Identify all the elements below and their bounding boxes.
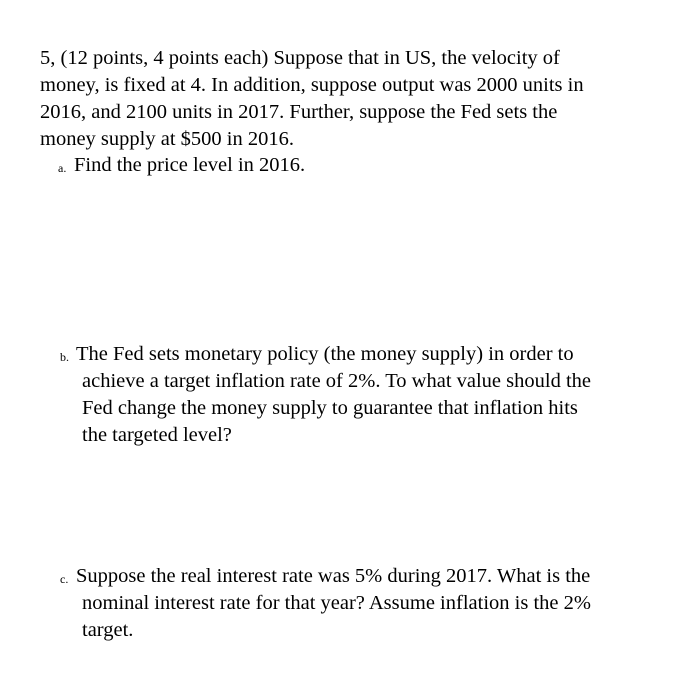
part-b-marker: b. bbox=[60, 350, 69, 364]
part-b-line: the targeted level? bbox=[82, 424, 232, 446]
question-intro bbox=[40, 45, 660, 153]
intro-line: money supply at $500 in 2016. bbox=[40, 128, 294, 150]
part-c-text bbox=[76, 563, 676, 644]
intro-line: 5, (12 points, 4 points each) Suppose that in US, the velocity of bbox=[40, 47, 560, 69]
intro-line: money, is fixed at 4. In addition, suppose output was 2000 units in bbox=[40, 74, 584, 96]
intro-line: 2016, and 2100 units in 2017. Further, suppose the Fed sets the bbox=[40, 101, 558, 123]
part-c-line: target. bbox=[82, 619, 134, 641]
part-a-marker: a. bbox=[58, 161, 67, 175]
part-a-text bbox=[74, 152, 674, 179]
part-c-line: Suppose the real interest rate was 5% during 2017. What is the bbox=[76, 565, 591, 587]
part-c-marker: c. bbox=[60, 572, 69, 586]
part-b-text bbox=[76, 341, 676, 449]
part-b-line: The Fed sets monetary policy (the money supply) in order to bbox=[76, 343, 574, 365]
part-b-line: achieve a target inflation rate of 2%. To what value should the bbox=[82, 370, 591, 392]
part-c-line: nominal interest rate for that year? Assume inflation is the 2% bbox=[82, 592, 591, 614]
part-b-line: Fed change the money supply to guarantee that inflation hits bbox=[82, 397, 578, 419]
part-a-line: Find the price level in 2016. bbox=[74, 154, 306, 176]
